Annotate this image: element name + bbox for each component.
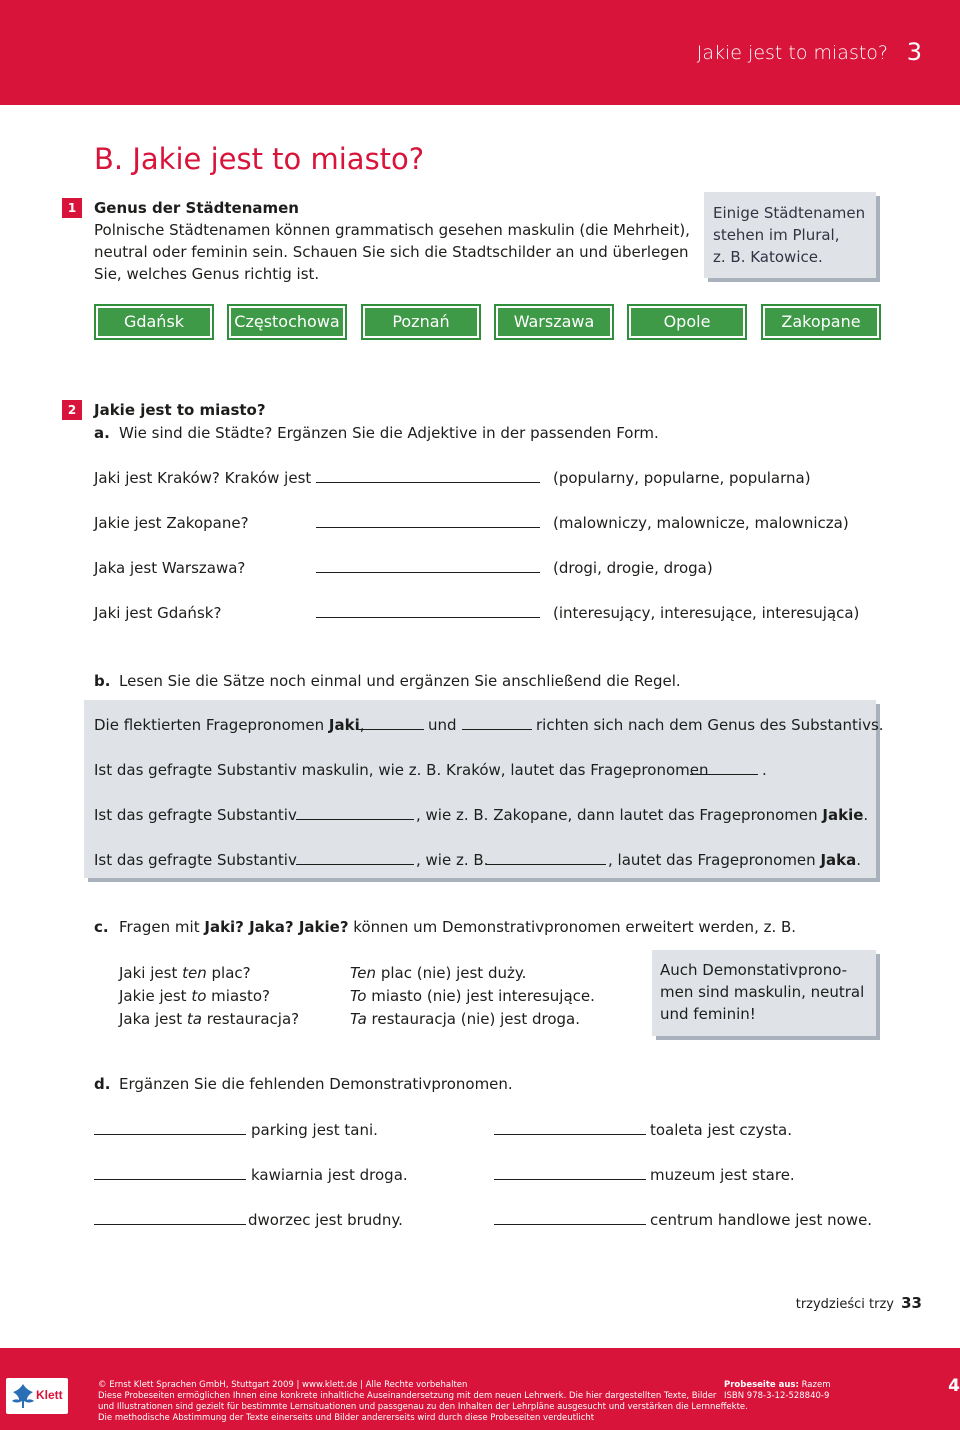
example-answer: Ta restauracja (nie) jest droga. [350,1010,580,1028]
note-line: stehen im Plural, [713,226,840,244]
demonstrative-blank[interactable] [94,1224,246,1225]
part-a-letter: a. [94,424,110,442]
note-line: z. B. Katowice. [713,248,823,266]
part-b-instruction: Lesen Sie die Sätze noch einmal und ergänzen Sie anschließend die Regel. [119,672,681,690]
part-c-letter: c. [94,918,109,936]
answer-blank[interactable] [316,527,540,528]
footer-legal: © Ernst Klett Sprachen GmbH, Stuttgart 2009 | www.klett.de | Alle Rechte vorbehalten Diese Probeseiten ermöglichen Ihnen eine konkrete inhaltliche Auseinandersetzung mit dem neuen Lehrwerk. Die hier dargestellten Texte, Bilder und Illustrationen sind gezielt für bestimmte Lernsituationen und passgenau zu den Inhalten der Lehrpläne ausgesucht und verstärken die Lernneffekte. Die methodische Abstimmung der Texte einerseits und Bilder andererseits wird durch diese Probeseiten verdeutlicht [98,1380,748,1423]
note-line: men sind maskulin, neutral [660,983,865,1001]
rule-text: , wie z. B. Zakopane, dann lautet das Fragepronomen Jakie. [416,806,869,824]
klett-logo [6,1378,68,1414]
city-sign-opole: Opole [627,304,747,340]
question-zakopane: Jakie jest Zakopane? [94,514,249,532]
rule-line-2: Ist das gefragte Substantiv maskulin, wie z. B. Kraków, lautet das Fragepronomen [94,761,709,779]
rule-blank[interactable] [462,729,532,730]
section-title: B. Jakie jest to miasto? [94,142,425,176]
rule-text: richten sich nach dem Genus des Substantivs. [536,716,884,734]
plural-note [704,192,876,278]
part-b-letter: b. [94,672,111,690]
exercise-2-title: Jakie jest to miasto? [94,401,266,419]
sentence-text: centrum handlowe jest nowe. [650,1211,873,1229]
adjective-hint: (malowniczy, malownicze, malownicza) [553,514,849,532]
demonstrative-blank[interactable] [494,1224,646,1225]
rule-blank[interactable] [486,864,606,865]
exercise-2-number: 2 [62,400,82,420]
rule-blank[interactable] [296,864,414,865]
rule-text: . [762,761,767,779]
part-d-letter: d. [94,1075,111,1093]
city-sign-poznan: Poznań [361,304,481,340]
rule-line-3: Ist das gefragte Substantiv [94,806,297,824]
exercise-1-text: Polnische Städtenamen können grammatisch gesehen maskulin (die Mehrheit), [94,221,690,239]
sentence-text: toaleta jest czysta. [650,1121,793,1139]
adjective-hint: (interesujący, interesujące, interesująca) [553,604,860,622]
demonstrative-note [652,950,876,1036]
header-title: Jakie jest to miasto? [696,42,888,64]
rule-blank[interactable] [356,729,424,730]
example-answer: To miasto (nie) jest interesujące. [350,987,595,1005]
note-line: Auch Demonstativprono- [660,961,848,979]
chapter-number: 3 [906,38,922,66]
note-line: Einige Städtenamen [713,204,866,222]
exercise-1-number: 1 [62,198,82,218]
exercise-1-title: Genus der Städtenamen [94,199,299,217]
answer-blank[interactable] [316,617,540,618]
city-sign-zakopane: Zakopane [761,304,881,340]
question-gdansk: Jaki jest Gdańsk? [94,604,222,622]
rule-line-1: Die flektierten Fragepronomen Jaki, [94,716,365,734]
footer-probe: Probeseite aus: Razem ISBN 978-3-12-528840-9 [724,1380,831,1401]
demonstrative-blank[interactable] [494,1134,646,1135]
rule-blank[interactable] [690,774,758,775]
rule-text: und [428,716,457,734]
demonstrative-blank[interactable] [94,1134,246,1135]
demonstrative-blank[interactable] [94,1179,246,1180]
rule-line-4: Ist das gefragte Substantiv [94,851,297,869]
note-line: und feminin! [660,1005,756,1023]
city-sign-gdansk: Gdańsk [94,304,214,340]
sentence-text: muzeum jest stare. [650,1166,795,1184]
answer-blank[interactable] [316,572,540,573]
exercise-1-text: neutral oder feminin sein. Schauen Sie sich die Stadtschilder an und überlegen [94,243,689,261]
example-questions [119,962,299,1031]
city-sign-czestochowa: Częstochowa [227,304,347,340]
page-number: 33 [901,1294,922,1312]
adjective-hint: (popularny, popularne, popularna) [553,469,811,487]
rule-text: , wie z. B. [416,851,489,869]
klett-logo-icon [8,1381,38,1411]
sentence-text: parking jest tani. [251,1121,378,1139]
question-warszawa: Jaka jest Warszawa? [94,559,246,577]
question-krakow: Jaki jest Kraków? Kraków jest [94,469,312,487]
answer-blank[interactable] [316,482,540,483]
sentence-text: dworzec jest brudny. [248,1211,403,1229]
example-question: Jakie jest to miasto? [119,987,270,1005]
part-c-instruction: Fragen mit Jaki? Jaka? Jakie? können um Demonstrativpronomen erweitert werden, z. B. [119,918,797,936]
exercise-1-text: Sie, welches Genus richtig ist. [94,265,320,283]
part-a-instruction: Wie sind die Städte? Ergänzen Sie die Adjektive in der passenden Form. [119,424,659,442]
example-question: Jaki jest ten plac? [119,964,251,982]
klett-logo-text: Klett [36,1388,63,1402]
demonstrative-blank[interactable] [494,1179,646,1180]
rule-text: , lautet das Fragepronomen Jaka. [608,851,862,869]
adjective-hint: (drogi, drogie, droga) [553,559,713,577]
footer-page-number: 4 [948,1376,960,1396]
example-question: Jaka jest ta restauracja? [119,1010,300,1028]
page-number-words: trzydzieści trzy [795,1297,894,1312]
city-sign-warszawa: Warszawa [494,304,614,340]
rule-blank[interactable] [296,819,414,820]
sentence-text: kawiarnia jest droga. [251,1166,408,1184]
example-answer: Ten plac (nie) jest duży. [350,964,527,982]
example-answers [350,962,595,1031]
part-d-instruction: Ergänzen Sie die fehlenden Demonstrativpronomen. [119,1075,513,1093]
